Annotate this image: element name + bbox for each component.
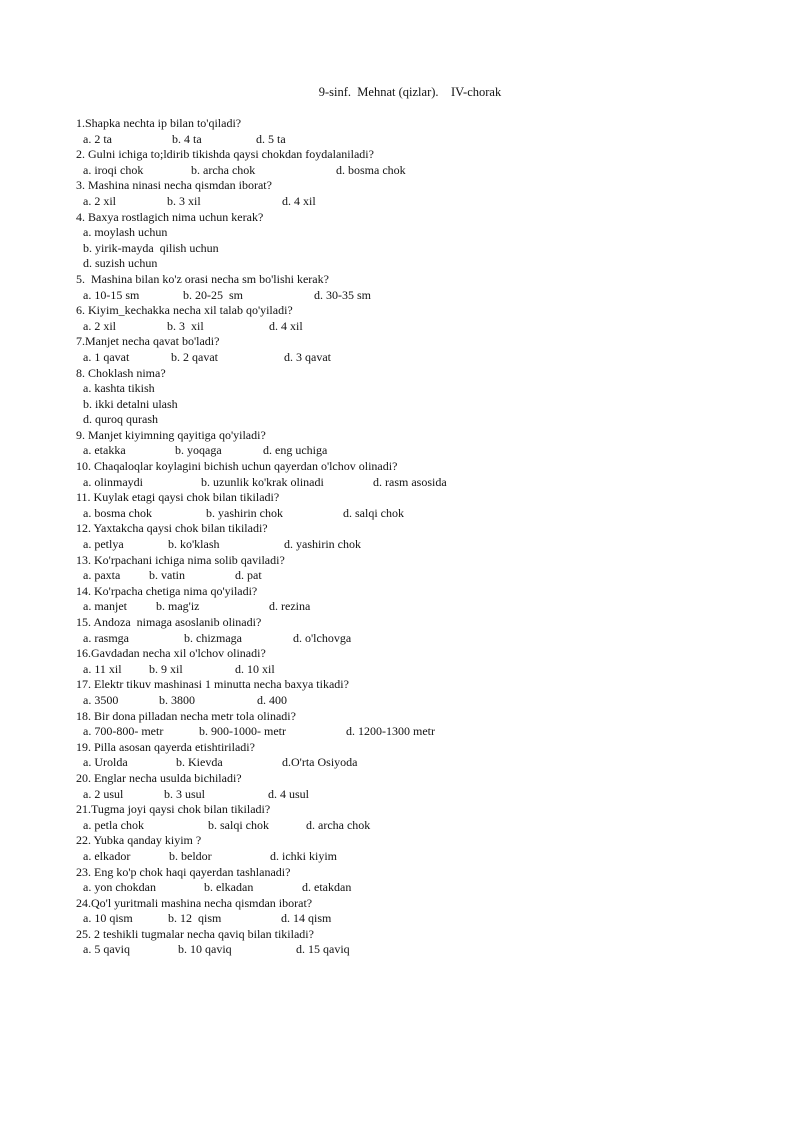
answer-option: d. rasm asosida xyxy=(373,474,447,489)
answer-option: b. ikki detalni ulash xyxy=(83,396,178,411)
answer-option: d.O'rta Osiyoda xyxy=(282,755,358,770)
answer-option: b. 20-25 sm xyxy=(183,287,243,302)
question-19 xyxy=(76,740,776,771)
question-text: 21.Tugma joyi qaysi chok bilan tikiladi? xyxy=(76,802,271,817)
question-14 xyxy=(76,584,776,615)
question-list xyxy=(76,116,776,958)
answer-options xyxy=(76,849,776,865)
answer-options xyxy=(76,194,776,210)
question-text: 14. Ko'rpacha chetiga nima qo'yiladi? xyxy=(76,583,258,598)
question-text: 4. Baxya rostlagich nima uchun kerak? xyxy=(76,209,264,224)
answer-options xyxy=(76,163,776,179)
answer-option: a. yon chokdan xyxy=(83,880,156,895)
question-5 xyxy=(76,272,776,303)
answer-option: d. salqi chok xyxy=(343,505,404,520)
answer-options xyxy=(76,818,776,834)
question-15 xyxy=(76,615,776,646)
answer-options xyxy=(76,537,776,553)
answer-option: d. eng uchiga xyxy=(263,443,328,458)
question-22 xyxy=(76,833,776,864)
answer-option: d. 3 qavat xyxy=(284,349,331,364)
question-25 xyxy=(76,927,776,958)
answer-option: a. paxta xyxy=(83,568,121,583)
answer-option: a. kashta tikish xyxy=(83,381,155,396)
question-4 xyxy=(76,210,776,272)
question-21 xyxy=(76,802,776,833)
question-11 xyxy=(76,490,776,521)
answer-option: d. quroq qurash xyxy=(83,412,158,427)
answer-option: b. yirik-mayda qilish uchun xyxy=(83,240,219,255)
answer-option: a. olinmaydi xyxy=(83,474,143,489)
answer-option: a. petlya xyxy=(83,537,124,552)
question-17 xyxy=(76,677,776,708)
question-text: 7.Manjet necha qavat bo'ladi? xyxy=(76,334,220,349)
question-text: 15. Andoza nimaga asoslanib olinadi? xyxy=(76,615,262,629)
question-text: 17. Elektr tikuv mashinasi 1 minutta necha baxya tikadi? xyxy=(76,677,349,692)
answer-option: d. o'lchovga xyxy=(293,630,352,645)
answer-option: b. uzunlik ko'krak olinadi xyxy=(201,474,324,489)
question-text: 16.Gavdadan necha xil o'lchov olinadi? xyxy=(76,646,266,661)
question-2 xyxy=(76,147,776,178)
answer-option: a. 10-15 sm xyxy=(83,287,140,302)
answer-option: b. 2 qavat xyxy=(171,349,218,364)
answer-option: d. pat xyxy=(235,568,262,583)
answer-options xyxy=(76,319,776,335)
answer-option: b. 9 xil xyxy=(149,661,183,676)
question-text: 10. Chaqaloqlar koylagini bichish uchun qayerdan o'lchov olinadi? xyxy=(76,459,398,474)
answer-option: d. 4 xil xyxy=(282,193,316,208)
answer-option: b. 3 xil xyxy=(167,193,201,208)
answer-option: a. moylash uchun xyxy=(83,225,168,240)
answer-option: b. 12 qism xyxy=(168,911,222,926)
question-text: 24.Qo'l yuritmali mashina necha qismdan iborat? xyxy=(76,895,313,910)
answer-option: a. 5 qaviq xyxy=(83,942,130,957)
answer-option: d. etakdan xyxy=(302,880,352,895)
answer-options xyxy=(76,911,776,927)
question-23 xyxy=(76,865,776,896)
answer-option: b. vatin xyxy=(149,568,185,583)
answer-option: d. ichki kiyim xyxy=(270,848,337,863)
answer-option: b. yoqaga xyxy=(175,443,222,458)
question-text: 3. Mashina ninasi necha qismdan iborat? xyxy=(76,178,272,193)
answer-option: a. 3500 xyxy=(83,692,119,707)
page-title: 9-sinf. Mehnat (qizlar). IV-chorak xyxy=(318,85,502,99)
question-10 xyxy=(76,459,776,490)
answer-option: d. 4 xil xyxy=(269,318,303,333)
question-text: 22. Yubka qanday kiyim ? xyxy=(76,833,202,848)
answer-options xyxy=(76,693,776,709)
answer-option: b. 3 xil xyxy=(167,318,204,333)
answer-option: a. 2 ta xyxy=(83,131,112,146)
question-text: 19. Pilla asosan qayerda etishtiriladi? xyxy=(76,739,255,754)
answer-option: b. 900-1000- metr xyxy=(199,724,286,739)
answer-options xyxy=(76,631,776,647)
answer-option: d. 15 qaviq xyxy=(296,942,350,957)
answer-options xyxy=(76,475,776,491)
answer-option: b. 4 ta xyxy=(172,131,202,146)
answer-option: b. archa chok xyxy=(191,162,256,177)
answer-option: a. 10 qism xyxy=(83,911,133,926)
answer-option: a. 2 xil xyxy=(83,318,116,333)
answer-option: d. archa chok xyxy=(306,817,371,832)
question-3 xyxy=(76,178,776,209)
answer-option: a. bosma chok xyxy=(83,505,152,520)
answer-option: a. manjet xyxy=(83,599,127,614)
answer-options xyxy=(76,350,776,366)
question-text: 20. Englar necha usulda bichiladi? xyxy=(76,770,242,785)
answer-option: b. 3800 xyxy=(159,692,195,707)
question-18 xyxy=(76,709,776,740)
answer-options xyxy=(76,506,776,522)
question-8 xyxy=(76,366,776,428)
answer-options xyxy=(76,568,776,584)
question-text: 6. Kiyim_kechakka necha xil talab qo'yiladi? xyxy=(76,303,293,318)
answer-option: d. bosma chok xyxy=(336,162,406,177)
answer-option: b. 10 qaviq xyxy=(178,942,232,957)
answer-options xyxy=(76,755,776,771)
question-12 xyxy=(76,521,776,552)
answer-option: b. Kievda xyxy=(176,755,223,770)
answer-option: a. Urolda xyxy=(83,755,128,770)
answer-option: a. 700-800- metr xyxy=(83,724,164,739)
question-text: 1.Shapka nechta ip bilan to'qiladi? xyxy=(76,116,242,130)
question-text: 5. Mashina bilan ko'z orasi necha sm bo'lishi kerak? xyxy=(76,271,329,286)
answer-option: a. elkador xyxy=(83,848,131,863)
question-text: 2. Gulni ichiga to;ldirib tikishda qaysi chokdan foydalaniladi? xyxy=(76,147,374,162)
question-text: 13. Ko'rpachani ichiga nima solib qaviladi? xyxy=(76,552,285,567)
answer-option: d. 1200-1300 metr xyxy=(346,724,435,739)
answer-option: a. etakka xyxy=(83,443,126,458)
question-text: 23. Eng ko'p chok haqi qayerdan tashlanadi? xyxy=(76,864,291,879)
answer-options xyxy=(76,724,776,740)
question-24 xyxy=(76,896,776,927)
question-text: 8. Choklash nima? xyxy=(76,365,166,380)
answer-option: a. petla chok xyxy=(83,817,144,832)
answer-option: b. ko'klash xyxy=(168,537,220,552)
answer-option: a. 11 xil xyxy=(83,661,122,676)
answer-options xyxy=(76,443,776,459)
answer-option: d. 4 usul xyxy=(268,786,310,801)
answer-option: d. 30-35 sm xyxy=(314,287,371,302)
answer-option: a. iroqi chok xyxy=(83,162,144,177)
answer-option: b. mag'iz xyxy=(156,599,200,614)
answer-options xyxy=(76,942,776,958)
answer-option: a. 2 xil xyxy=(83,193,116,208)
answer-option: b. chizmaga xyxy=(184,630,242,645)
answer-option: d. 400 xyxy=(257,692,287,707)
answer-option: b. elkadan xyxy=(204,880,254,895)
answer-option: b. 3 usul xyxy=(164,786,206,801)
answer-options xyxy=(76,288,776,304)
answer-options xyxy=(76,599,776,615)
answer-options xyxy=(76,880,776,896)
question-13 xyxy=(76,553,776,584)
question-7 xyxy=(76,334,776,365)
question-text: 18. Bir dona pilladan necha metr tola olinadi? xyxy=(76,708,296,723)
answer-option: d. 10 xil xyxy=(235,661,275,676)
answer-options xyxy=(76,787,776,803)
answer-option: a. 2 usul xyxy=(83,786,124,801)
answer-option: d. yashirin chok xyxy=(284,537,361,552)
answer-option: a. rasmga xyxy=(83,630,129,645)
answer-options xyxy=(76,662,776,678)
question-text: 25. 2 teshikli tugmalar necha qaviq bilan tikiladi? xyxy=(76,926,314,941)
answer-option: b. yashirin chok xyxy=(206,505,283,520)
question-text: 12. Yaxtakcha qaysi chok bilan tikiladi? xyxy=(76,521,268,536)
question-20 xyxy=(76,771,776,802)
answer-option: d. rezina xyxy=(269,599,311,614)
question-6 xyxy=(76,303,776,334)
question-text: 11. Kuylak etagi qaysi chok bilan tikiladi? xyxy=(76,490,280,505)
answer-option: b. salqi chok xyxy=(208,817,269,832)
answer-option: d. 14 qism xyxy=(281,911,332,926)
answer-option: a. 1 qavat xyxy=(83,349,130,364)
answer-options xyxy=(76,132,776,148)
question-16 xyxy=(76,646,776,677)
answer-option: d. suzish uchun xyxy=(83,256,158,271)
answer-option: b. beldor xyxy=(169,848,212,863)
question-text: 9. Manjet kiyimning qayitiga qo'yiladi? xyxy=(76,427,266,442)
answer-option: d. 5 ta xyxy=(256,131,286,146)
question-1 xyxy=(76,116,776,147)
question-9 xyxy=(76,428,776,459)
